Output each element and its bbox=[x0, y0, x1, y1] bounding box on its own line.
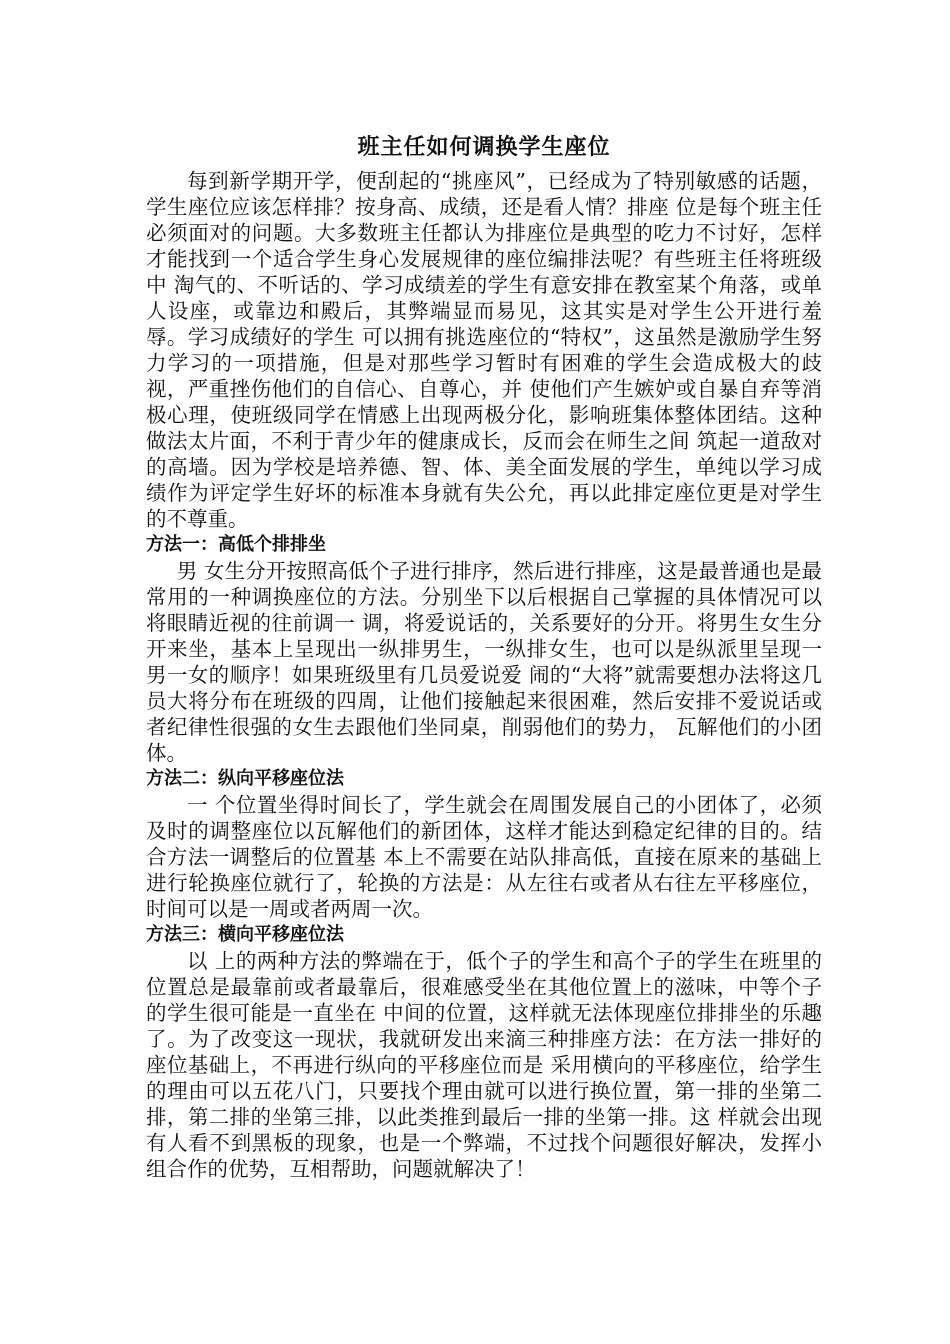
method2-heading: 方法二：纵向平移座位法 bbox=[146, 768, 344, 789]
method1-heading: 方法一：高低个排排坐 bbox=[146, 534, 326, 555]
document-page bbox=[146, 132, 822, 1182]
method1-paragraph: 男 女生分开按照高低个子进行排序，然后进行排座，这是最普通也是最常用的一种调换座位的方法。分别坐下以后根据自己掌握的具体情况可以将眼睛近视的往前调一 调，将爱说话的，关系要好的分开。将男生女生分开来坐，基本上呈现出一纵排男生，一纵排女生，也可以是纵派里呈现一男一女的顺序！如果班级里有几员爱说爱 闹的“大将”就需要想办法将这几员大将分布在班级的四周，让他们接触起来很困难，然后安排不爱说话或者纪律性很强的女生去跟他们坐同桌，削弱他们的势力， 瓦解他们的小团体。 bbox=[146, 559, 822, 765]
method3-heading: 方法三：横向平移座位法 bbox=[146, 924, 344, 945]
method3-paragraph: 以 上的两种方法的弊端在于，低个子的学生和高个子的学生在班里的位置总是最靠前或者最靠后，很难感受坐在其他位置上的滋味，中等个子的学生很可能是一直坐在 中间的位置，这样就无法体现座位排排坐的乐趣了。为了改变这一现状，我就研发出来滴三种排座方法：在方法一排好的座位基础上，不再进行纵向的平移座位而是 采用横向的平移座位，给学生的理由可以五花八门，只要找个理由就可以进行换位置，第一排的坐第二排，第二排的坐第三排，以此类推到最后一排的坐第一排。这 样就会出现有人看不到黑板的现象，也是一个弊端，不过找个问题很好解决，发挥小组合作的优势，互相帮助，问题就解决了！ bbox=[146, 949, 822, 1181]
document-title: 班主任如何调换学生座位 bbox=[357, 134, 611, 160]
method2-paragraph: 一 个位置坐得时间长了，学生就会在周围发展自己的小团体了，必须及时的调整座位以瓦解他们的新团体，这样才能达到稳定纪律的目的。结合方法一调整后的位置基 本上不需要在站队排高低，直接在原来的基础上进行轮换座位就行了，轮换的方法是：从左往右或者从右往左平移座位，时间可以是一周或者两周一次。 bbox=[146, 793, 822, 921]
intro-paragraph: 每到新学期开学，便刮起的“挑座风”，已经成为了特别敏感的话题，学生座位应该怎样排？按身高、成绩，还是看人情？排座 位是每个班主任必须面对的问题。大多数班主任都认为排座位是典型的吃力不讨好，怎样才能找到一个适合学生身心发展规律的座位编排法呢？有些班主任将班级中 淘气的、不听话的、学习成绩差的学生有意安排在教室某个角落，或单人设座，或靠边和殿后，其弊端显而易见，这其实是对学生公开进行羞辱。学习成绩好的学生 可以拥有挑选座位的“特权”，这虽然是激励学生努力学习的一项措施，但是对那些学习暂时有困难的学生会造成极大的歧视，严重挫伤他们的自信心、自尊心，并 使他们产生嫉妒或自暴自弃等消极心理，使班级同学在情感上出现两极分化，影响班集体整体团结。这种做法太片面，不利于青少年的健康成长，反而会在师生之间 筑起一道敌对的高墙。因为学校是培养德、智、体、美全面发展的学生，单纯以学习成绩作为评定学生好坏的标准本身就有失公允，再以此排定座位更是对学生的不尊重。 bbox=[146, 169, 822, 531]
